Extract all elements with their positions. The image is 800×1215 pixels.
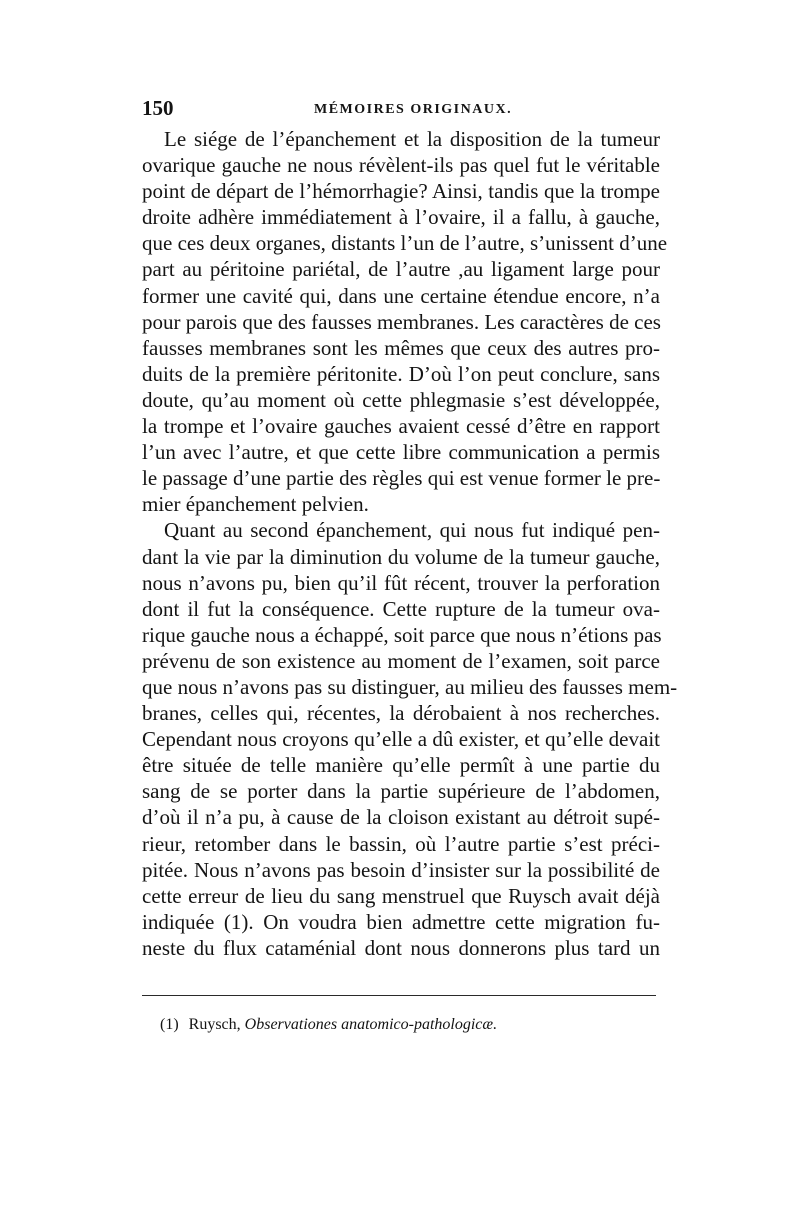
text-line: branes, celles qui, récentes, la dérobaient à nos recherches.: [142, 701, 660, 726]
text-line: Le siége de l’épanchement et la disposition de la tumeur: [164, 127, 660, 151]
footnote-author: Ruysch,: [188, 1016, 241, 1033]
text-line: dant la vie par la diminution du volume de la tumeur gauche,: [142, 544, 660, 569]
text-line: doute, qu’au moment où cette phlegmasie s’est développée,: [142, 387, 660, 412]
text-line: duits de la première péritonite. D’où l’on peut conclure, sans: [142, 361, 660, 386]
text-line: sang de se porter dans la partie supérieure de l’abdomen,: [142, 779, 660, 804]
text-line: rieur, retomber dans le bassin, où l’autre partie s’est préci-: [142, 831, 660, 856]
text-line: dont il fut la conséquence. Cette rupture de la tumeur ova-: [142, 596, 660, 621]
text-line: rique gauche nous a échappé, soit parce que nous n’étions pas: [142, 622, 662, 647]
text-line: Cependant nous croyons qu’elle a dû exister, et qu’elle devait: [142, 727, 660, 752]
text-line: que nous n’avons pas su distinguer, au milieu des fausses mem-: [142, 674, 678, 699]
text-line: que ces deux organes, distants l’un de l’autre, s’unissent d’une: [142, 231, 668, 256]
text-line: Quant au second épanchement, qui nous fut indiqué pen-: [164, 518, 660, 543]
page-number: 150: [142, 96, 174, 120]
text-line: pour parois que des fausses membranes. Les caractères de ces: [142, 309, 661, 334]
text-line: être située de telle manière qu’elle permît à une partie du: [142, 753, 660, 778]
text-line: droite adhère immédiatement à l’ovaire, il a fallu, à gauche,: [142, 205, 660, 230]
text-line: point de départ de l’hémorrhagie? Ainsi, tandis que la trompe: [142, 179, 660, 204]
text-line: fausses membranes sont les mêmes que ceux des autres pro-: [142, 335, 660, 360]
text-line: le passage d’une partie des règles qui est venue former le pre-: [142, 466, 661, 491]
text-line: d’où il n’a pu, à cause de la cloison existant au détroit supé-: [142, 805, 660, 830]
footnote-rule: [142, 995, 656, 996]
text-line: cette erreur de lieu du sang menstruel que Ruysch avait déjà: [142, 883, 660, 908]
text-line: part au péritoine pariétal, de l’autre ,au ligament large pour: [142, 257, 660, 282]
footnote-title: Observationes anatomico-pathologicæ.: [244, 1016, 498, 1033]
text-line: neste du flux cataménial dont nous donnerons plus tard un: [142, 935, 660, 960]
text-line: pitée. Nous n’avons pas besoin d’insister sur la possibilité de: [142, 857, 660, 882]
text-line: former une cavité qui, dans une certaine étendue encore, n’a: [142, 283, 660, 308]
footnote-marker: (1): [160, 1016, 179, 1033]
page-header: [142, 96, 660, 126]
footnote: [160, 1016, 497, 1034]
text-line: l’un avec l’autre, et que cette libre communication a permis: [142, 440, 660, 465]
text-line: mier épanchement pelvien.: [142, 492, 369, 517]
text-line: la trompe et l’ovaire gauches avaient cessé d’être en rapport: [142, 414, 660, 439]
text-line: ovarique gauche ne nous révèlent-ils pas quel fut le véritable: [142, 153, 660, 178]
text-line: prévenu de son existence au moment de l’examen, soit parce: [142, 648, 660, 673]
text-line: indiquée (1). On voudra bien admettre cette migration fu-: [142, 909, 660, 934]
running-head: MÉMOIRES ORIGINAUX.: [314, 102, 513, 117]
body-text: [142, 126, 678, 961]
text-line: nous n’avons pu, bien qu’il fût récent, trouver la perforation: [142, 570, 660, 595]
